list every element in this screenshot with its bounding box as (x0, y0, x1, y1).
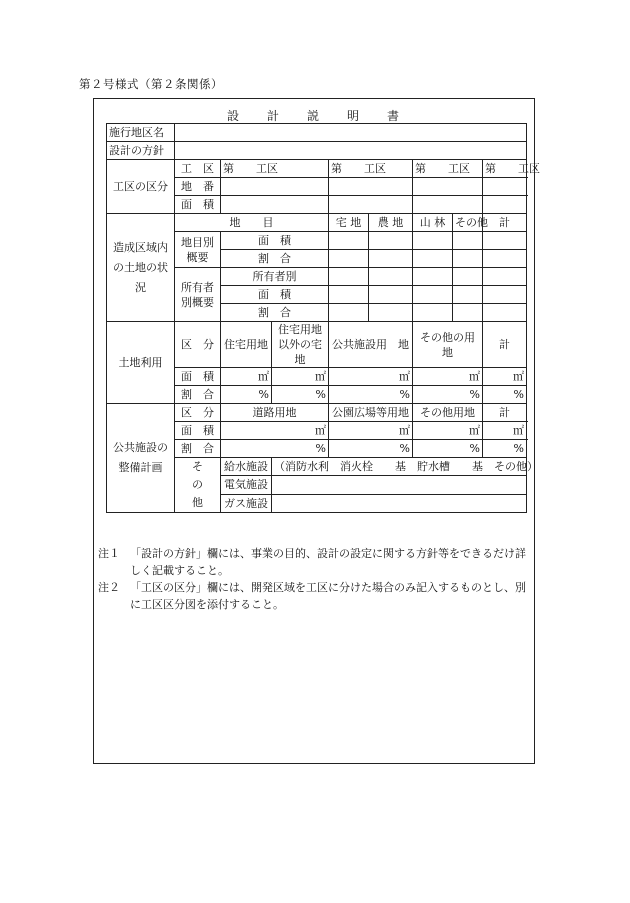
use-area-cell[interactable]: ㎡ (483, 368, 527, 386)
row-public-header (107, 404, 527, 422)
land-cell[interactable] (483, 232, 527, 250)
facility-detail[interactable] (272, 494, 527, 512)
land-cell[interactable] (453, 304, 483, 322)
land-cell[interactable] (413, 250, 453, 268)
other-label-char: の (192, 478, 203, 491)
land-group2-label: 所有者別概要 (175, 268, 221, 322)
use-section-label: 土地利用 (107, 322, 175, 404)
land-cell[interactable] (369, 304, 413, 322)
note-2 (98, 579, 532, 613)
land-cell[interactable] (453, 250, 483, 268)
note-number: 注２ (98, 581, 120, 594)
notes (94, 545, 532, 613)
public-area-cell[interactable]: ㎡ (221, 422, 329, 440)
use-ratio-cell[interactable]: % (413, 386, 483, 404)
koku-section-label: 工区の区分 (107, 160, 175, 214)
use-ratio-cell[interactable]: % (483, 386, 527, 404)
land-g2-row-label: 面 積 (221, 286, 329, 304)
design-table (106, 123, 540, 513)
use-area-cell[interactable]: ㎡ (221, 368, 272, 386)
use-ratio-cell[interactable]: % (272, 386, 329, 404)
use-area-cell[interactable]: ㎡ (413, 368, 483, 386)
land-type-header: 宅 地 (329, 214, 369, 232)
land-g1-row-label: 面 積 (221, 232, 329, 250)
public-area-cell[interactable]: ㎡ (483, 422, 527, 440)
land-cell[interactable] (483, 250, 527, 268)
facility-detail[interactable] (272, 476, 527, 494)
title-char: 明 (347, 109, 362, 123)
facility-name: 電気施設 (221, 476, 272, 494)
use-header: 公共施設用 地 (329, 322, 413, 368)
koku-header-4: 第 工区 (483, 160, 527, 178)
public-ratio-cell[interactable]: % (483, 440, 527, 458)
document-title (94, 107, 534, 124)
land-cell[interactable] (413, 304, 453, 322)
facility-name-text: 給水施設 (224, 460, 268, 474)
district-name-value[interactable] (175, 124, 527, 142)
note-number: 注１ (98, 547, 120, 560)
land-g1-row-label: 割 合 (221, 250, 329, 268)
public-area-cell[interactable]: ㎡ (329, 422, 413, 440)
land-group1-label: 地目別概要 (175, 232, 221, 268)
public-ratio-cell[interactable]: % (413, 440, 483, 458)
use-ratio-cell[interactable]: % (221, 386, 272, 404)
land-type-header: 農 地 (369, 214, 413, 232)
public-ratio-cell[interactable]: % (329, 440, 413, 458)
land-cell[interactable] (483, 286, 527, 304)
land-cell[interactable] (453, 268, 483, 286)
land-cell[interactable] (369, 268, 413, 286)
public-header: その他用地 (413, 404, 483, 422)
other-label-char: そ (192, 460, 203, 473)
chiban-cell[interactable] (483, 178, 527, 196)
use-header: その他の用 地 (413, 322, 483, 368)
design-policy-label: 設計の方針 (107, 142, 175, 160)
land-cell[interactable] (413, 286, 453, 304)
use-area-label: 面 積 (175, 368, 221, 386)
public-ratio-label: 割 合 (175, 440, 221, 458)
use-header: 住宅用地 (221, 322, 272, 368)
land-cell[interactable] (369, 286, 413, 304)
title-char: 設 (226, 109, 241, 123)
land-g2-row-label: 所有者別 (221, 268, 329, 286)
land-cell[interactable] (413, 232, 453, 250)
land-type-header: 計 (483, 214, 527, 232)
land-cell[interactable] (329, 268, 369, 286)
facility-name (221, 458, 272, 476)
public-section-label: 公共施設の整備計画 (107, 404, 175, 513)
note-text: 「工区の区分」欄には、開発区域を工区に分けた場合のみ記入するものとし、別に工区区分図を添付すること。 (130, 581, 526, 611)
koku-menseki-label: 面 積 (175, 196, 221, 214)
title-char: 説 (306, 109, 321, 123)
chiban-cell[interactable] (221, 178, 329, 196)
koku-label: 工 区 (175, 160, 221, 178)
public-area-label: 面 積 (175, 422, 221, 440)
land-cell[interactable] (329, 250, 369, 268)
land-type-header: 山 林 (413, 214, 453, 232)
facility-name: ガス施設 (221, 494, 272, 512)
land-cell[interactable] (369, 232, 413, 250)
form-number-label: 第２号様式（第２条関係） (79, 77, 223, 91)
use-ratio-cell[interactable]: % (329, 386, 413, 404)
koku-menseki-cell[interactable] (483, 196, 527, 214)
public-header: 計 (483, 404, 527, 422)
land-cell[interactable] (329, 304, 369, 322)
koku-menseki-cell[interactable] (413, 196, 483, 214)
land-section-label: 造成区域内の土地の状況 (107, 214, 175, 322)
note-text: 「設計の方針」欄には、事業の目的、設計の設定に関する方針等をできるだけ詳しく記載すること。 (130, 547, 526, 577)
use-area-cell[interactable]: ㎡ (329, 368, 413, 386)
land-cell[interactable] (453, 232, 483, 250)
row-use-header (107, 322, 527, 368)
use-header: 住宅用地以外の宅地 (272, 322, 329, 368)
use-area-cell[interactable]: ㎡ (272, 368, 329, 386)
row-koku (107, 160, 527, 178)
public-area-cell[interactable]: ㎡ (413, 422, 483, 440)
chiban-label: 地 番 (175, 178, 221, 196)
use-kubun-label: 区 分 (175, 322, 221, 368)
land-cell[interactable] (413, 268, 453, 286)
public-ratio-cell[interactable]: % (221, 440, 329, 458)
other-label-char: 他 (192, 496, 203, 509)
facility-detail[interactable]: （消防水利 消火栓 基 貯水槽 基 その他） (272, 458, 527, 476)
use-header: 計 (483, 322, 527, 368)
chiban-cell[interactable] (329, 178, 413, 196)
koku-menseki-cell[interactable] (221, 196, 329, 214)
land-cell[interactable] (329, 286, 369, 304)
land-cell[interactable] (369, 250, 413, 268)
title-char: 書 (387, 109, 402, 123)
design-table-container (106, 123, 540, 513)
other-label (175, 458, 221, 513)
public-kubun-label: 区 分 (175, 404, 221, 422)
koku-header-2: 第 工区 (329, 160, 413, 178)
land-cell[interactable] (483, 268, 527, 286)
chimoku-header: 地 目 (175, 214, 329, 232)
row-district-name (107, 124, 527, 142)
koku-menseki-cell[interactable] (329, 196, 413, 214)
land-g2-row-label: 割 合 (221, 304, 329, 322)
koku-header-3: 第 工区 (413, 160, 483, 178)
note-1 (98, 545, 532, 579)
public-header: 道路用地 (221, 404, 329, 422)
use-ratio-label: 割 合 (175, 386, 221, 404)
row-land-header (107, 214, 527, 232)
land-cell[interactable] (329, 232, 369, 250)
chiban-cell[interactable] (413, 178, 483, 196)
public-header: 公園広場等用地 (329, 404, 413, 422)
koku-header-1: 第 工区 (221, 160, 329, 178)
form-frame (93, 98, 540, 764)
land-type-header: その他 (453, 214, 483, 232)
land-cell[interactable] (453, 286, 483, 304)
land-cell[interactable] (483, 304, 527, 322)
row-design-policy (107, 142, 527, 160)
design-policy-value[interactable] (175, 142, 527, 160)
district-name-label: 施行地区名 (107, 124, 175, 142)
title-char: 計 (266, 109, 281, 123)
